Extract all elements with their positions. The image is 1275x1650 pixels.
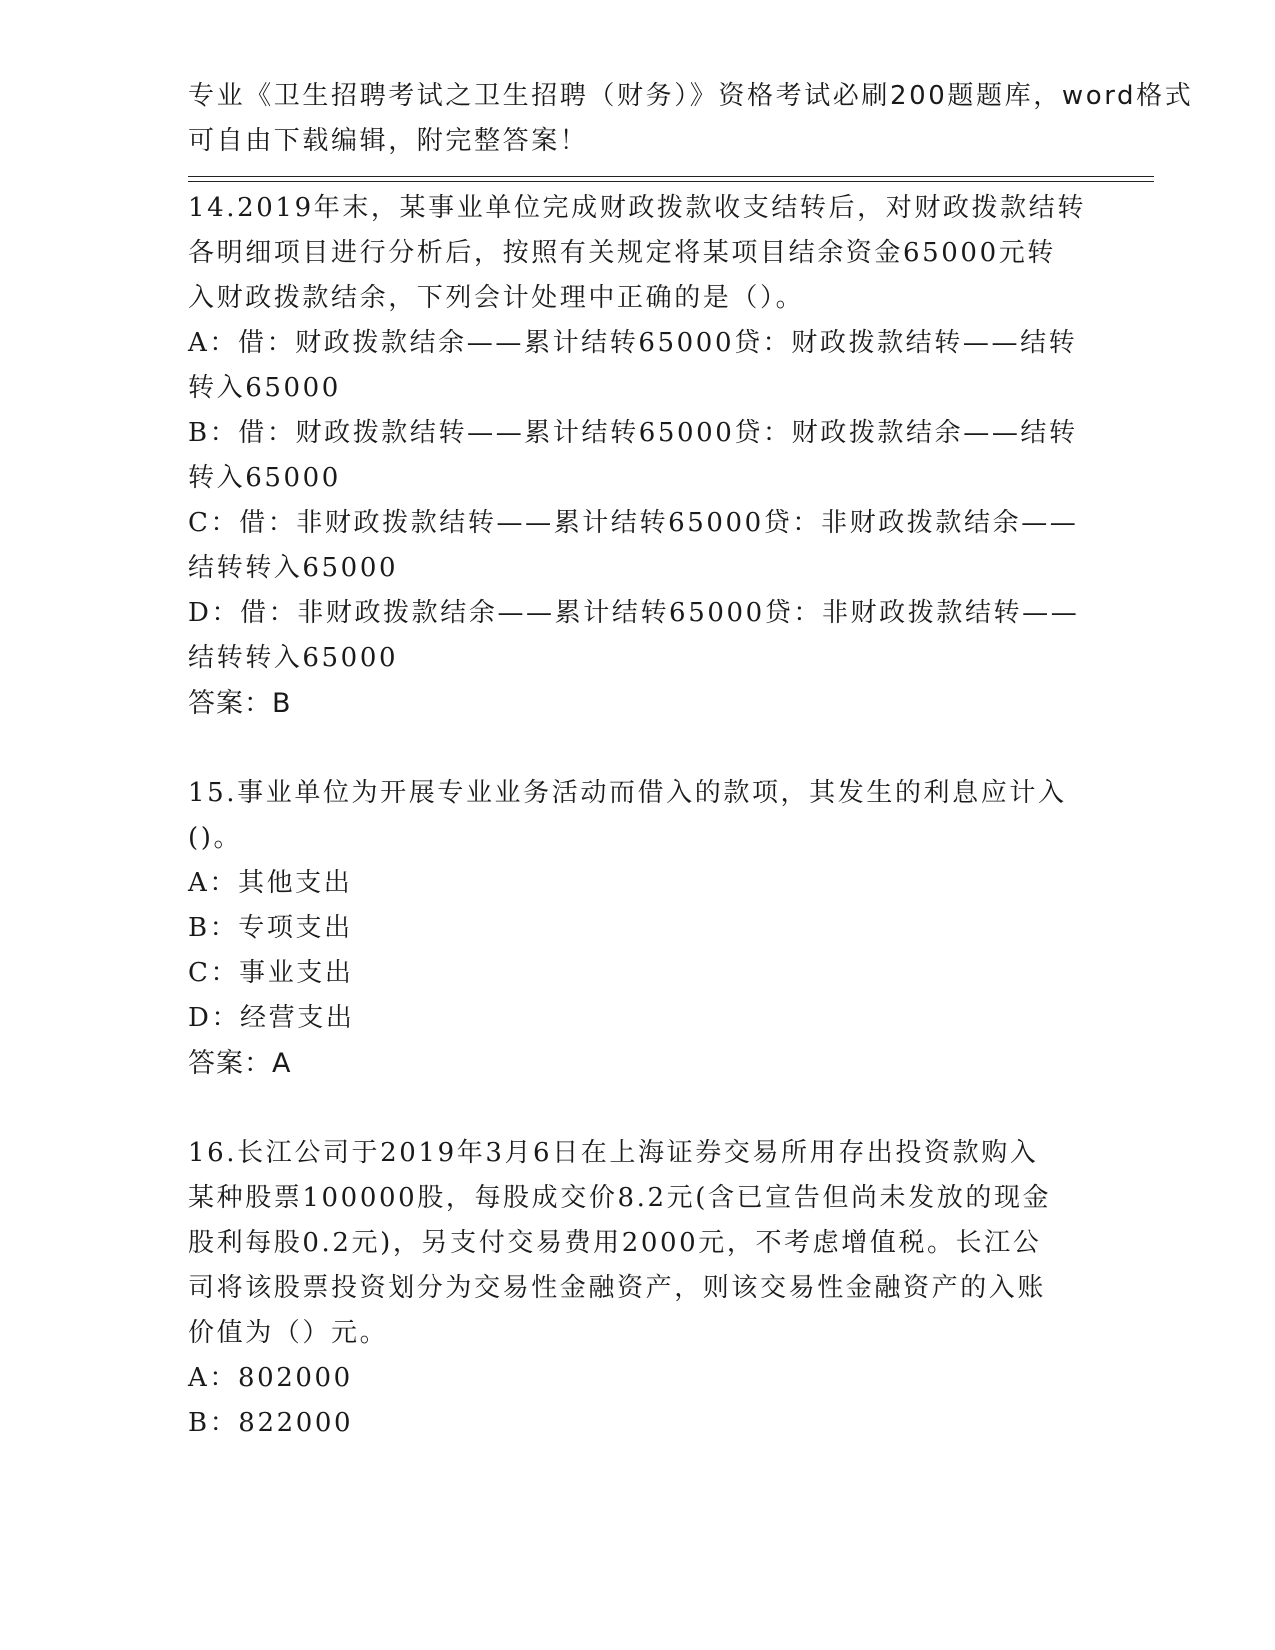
answer-label: 答案：A (188, 1048, 292, 1079)
option-text-line: 转入65000 (188, 463, 341, 493)
option-text-line: D：借：非财政拨款结余——累计结转65000贷：非财政拨款结转—— (188, 598, 1080, 628)
answer-label: 答案：B (188, 688, 292, 719)
option-text-line: 结转转入65000 (188, 553, 399, 583)
header-line-1: 专业《卫生招聘考试之卫生招聘（财务）》资格考试必刷200题题库，word格式 (188, 81, 1194, 111)
option-text-line: C：借：非财政拨款结转——累计结转65000贷：非财政拨款结余—— (188, 508, 1079, 538)
option-text-line: 转入65000 (188, 373, 341, 403)
document-header (188, 74, 1194, 164)
option-c (188, 501, 1088, 591)
option-a: A：802000 (188, 1363, 353, 1393)
question-text-line: 股利每股0.2元)，另支付交易费用2000元，不考虑增值税。长江公 (188, 1228, 1042, 1258)
question-text-line: 某种股票100000股，每股成交价8.2元(含已宣告但尚未发放的现金 (188, 1183, 1052, 1213)
header-divider-top (188, 176, 1154, 177)
header-line-2: 可自由下载编辑，附完整答案！ (188, 126, 589, 156)
question-text-line: ()。 (188, 823, 243, 853)
question-16 (188, 1131, 1088, 1446)
option-a: A：其他支出 (188, 868, 353, 898)
question-text-line: 各明细项目进行分析后，按照有关规定将某项目结余资金65000元转 (188, 238, 1056, 268)
question-text-line: 司将该股票投资划分为交易性金融资产，则该交易性金融资产的入账 (188, 1273, 1047, 1303)
header-divider-bottom (188, 181, 1154, 182)
option-b (188, 411, 1088, 501)
option-text-line: A：借：财政拨款结余——累计结转65000贷：财政拨款结转——结转 (188, 328, 1078, 358)
option-b: B：专项支出 (188, 913, 353, 943)
question-list (188, 186, 1088, 1446)
option-text-line: 结转转入65000 (188, 643, 399, 673)
option-d: D：经营支出 (188, 1003, 355, 1033)
question-text-line: 入财政拨款结余，下列会计处理中正确的是（）。 (188, 283, 805, 313)
option-b: B：822000 (188, 1408, 354, 1438)
question-text-line: 价值为（）元。 (188, 1318, 389, 1348)
question-text-line: 14.2019年末，某事业单位完成财政拨款收支结转后，对财政拨款结转 (188, 193, 1086, 223)
question-15 (188, 771, 1088, 1086)
option-text-line: B：借：财政拨款结转——累计结转65000贷：财政拨款结余——结转 (188, 418, 1078, 448)
question-text-line: 15.事业单位为开展专业业务活动而借入的款项，其发生的利息应计入 (188, 778, 1067, 808)
option-d (188, 591, 1088, 681)
question-14 (188, 186, 1088, 726)
question-text-line: 16.长江公司于2019年3月6日在上海证券交易所用存出投资款购入 (188, 1138, 1039, 1168)
option-a (188, 321, 1088, 411)
option-c: C：事业支出 (188, 958, 354, 988)
